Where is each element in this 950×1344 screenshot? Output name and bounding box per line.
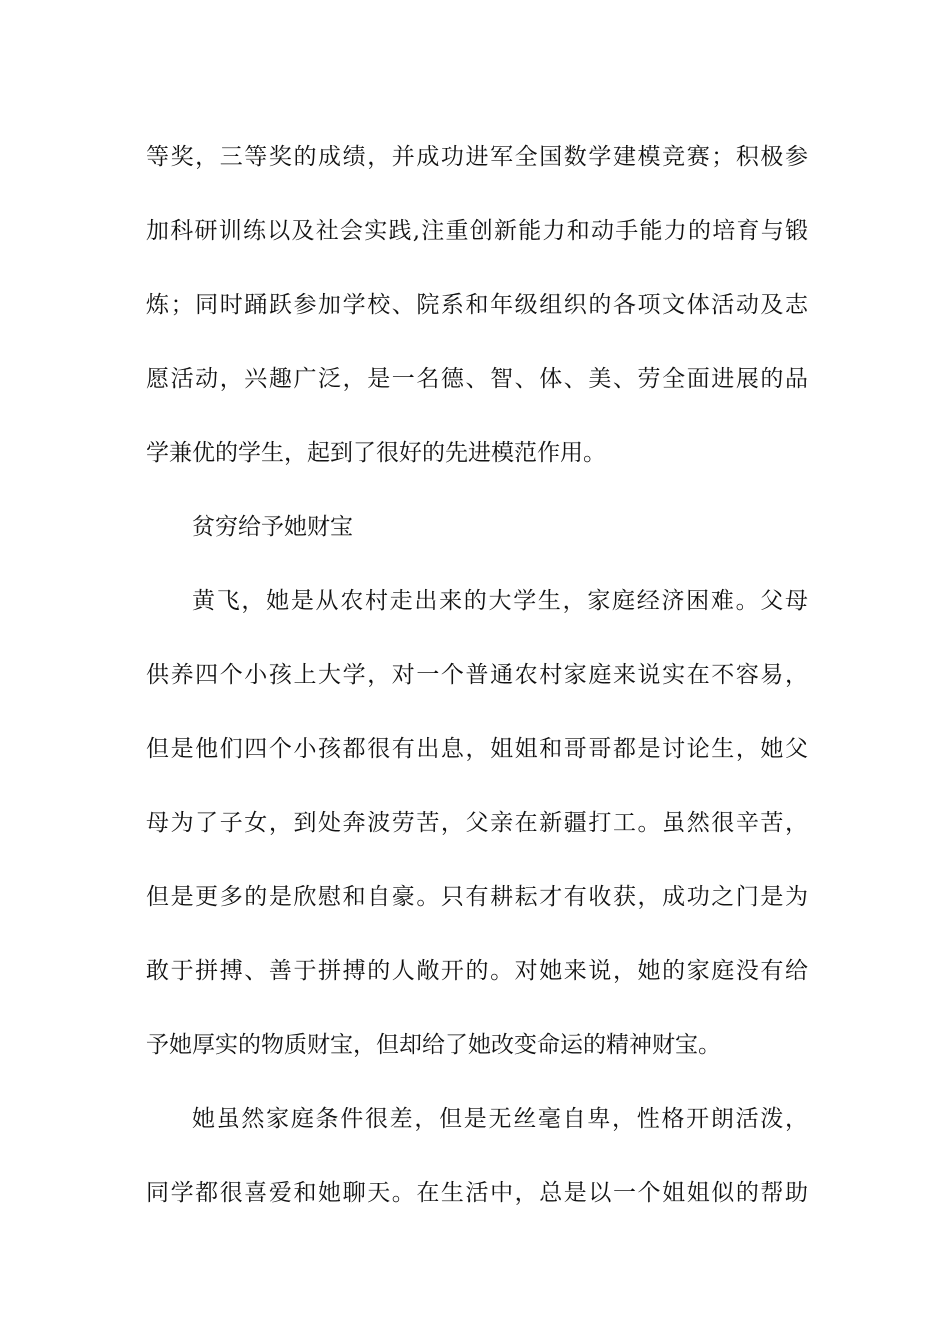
- paragraph-line: 学兼优的学生，起到了很好的先进模范作用。: [146, 440, 606, 466]
- paragraph-line: 她虽然家庭条件很差，但是无丝毫自卑，性格开朗活泼，: [192, 1106, 808, 1132]
- paragraph-line: 敢于拼搏、善于拼搏的人敞开的。对她来说，她的家庭没有给: [146, 958, 808, 984]
- paragraph-line: 但是更多的是欣慰和自豪。只有耕耘才有收获，成功之门是为: [146, 884, 808, 910]
- paragraph-line: 等奖，三等奖的成绩，并成功进军全国数学建模竞赛；积极参: [146, 144, 808, 170]
- body-text: [146, 120, 808, 1230]
- paragraph-line: 加科研训练以及社会实践,注重创新能力和动手能力的培育与锻: [146, 218, 808, 244]
- paragraph-line: 愿活动，兴趣广泛，是一名德、智、体、美、劳全面进展的品: [146, 366, 808, 392]
- section-heading: 贫穷给予她财宝: [192, 514, 353, 540]
- paragraph-line: 母为了子女，到处奔波劳苦，父亲在新疆打工。虽然很辛苦，: [146, 810, 808, 836]
- paragraph-line: 黄飞，她是从农村走出来的大学生，家庭经济困难。父母: [192, 588, 808, 614]
- paragraph-line: 炼；同时踊跃参加学校、院系和年级组织的各项文体活动及志: [146, 292, 808, 318]
- paragraph-line: 予她厚实的物质财宝，但却给了她改变命运的精神财宝。: [146, 1032, 721, 1058]
- paragraph-line: 但是他们四个小孩都很有出息，姐姐和哥哥都是讨论生，她父: [146, 736, 808, 762]
- paragraph-line: 同学都很喜爱和她聊天。在生活中，总是以一个姐姐似的帮助: [146, 1180, 808, 1206]
- paragraph-line: 供养四个小孩上大学，对一个普通农村家庭来说实在不容易，: [146, 662, 808, 688]
